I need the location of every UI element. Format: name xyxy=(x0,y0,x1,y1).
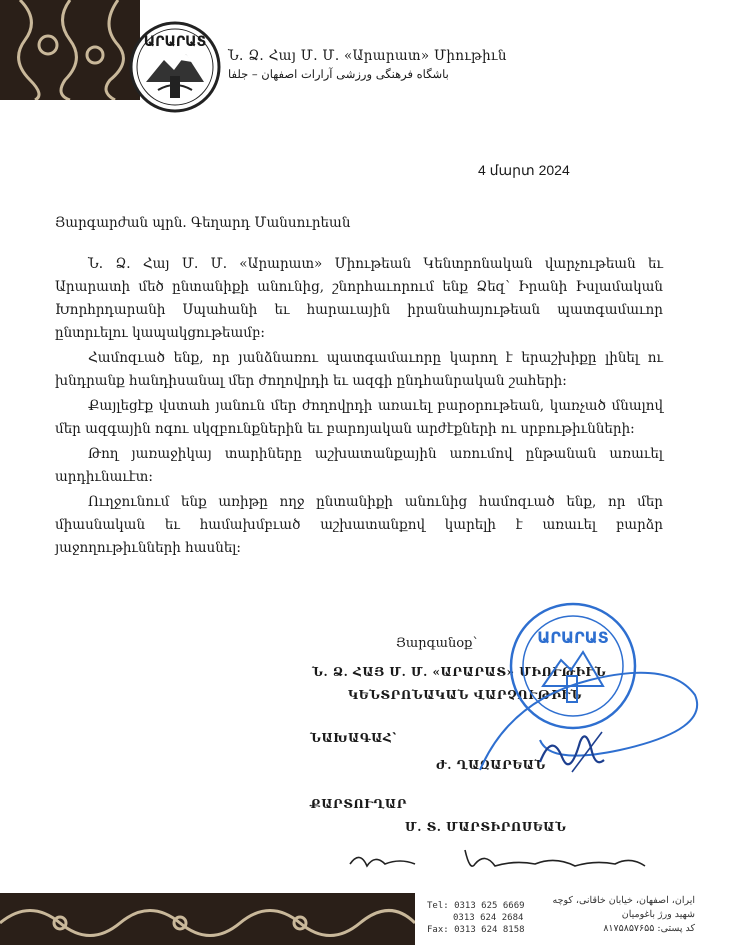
secretary-signature xyxy=(345,842,665,882)
footer-address-block xyxy=(545,894,695,936)
letter-date: 4 մարտ 2024 xyxy=(478,162,570,178)
footer-postal-code: کد پستی: ۸۱۷۵۸۵۷۶۵۵ xyxy=(603,923,695,934)
letter-body xyxy=(55,253,663,562)
footer-fax: Fax: 0313 624 8158 xyxy=(427,925,525,935)
stamp-text: ԱՐԱՐԱՏ xyxy=(537,628,609,647)
org-name-armenian: Ն. Ձ. Հայ Մ. Մ. «Արարատ» Միութիւն xyxy=(228,48,507,64)
paragraph: Թող յառաջիկայ տարիները աշխատանքային առումով ընթանան առաւել արդիւնաւէտ: xyxy=(55,446,663,485)
footer-phone-block xyxy=(427,900,525,936)
paragraph: Համոզւած ենք, որ յանձնառու պատգամաւորը կարող է երաշխիքը լինել ու խնդրանք հանդիսանալ մեր ժողովրդի եւ ազգի ընդհանրական շահերի: xyxy=(55,350,663,389)
paragraph: Քայլեցէք վստահ յանուն մեր ժողովրդի առաւել բարօրութեան, կառչած մնալով մեր ազգային ոգու սկզբունքներին եւ բարոյական արժէքների ու սրբութիւնների: xyxy=(55,398,663,437)
footer-address: ایران، اصفهان، خیابان خاقانی، کوچه شهید ورژ باغومیان xyxy=(552,895,695,920)
org-name-persian: باشگاه فرهنگی ورزشی آرارات اصفهان – جلفا xyxy=(228,67,449,81)
footer-tel-2: 0313 624 2684 xyxy=(453,913,524,923)
chair-name: Ժ. ՂԱԶԱՐԵԱՆ xyxy=(436,758,546,772)
chair-title: ՆԱԽԱԳԱՀ՝ xyxy=(310,731,397,745)
secretary-title: ՔԱՐՏՈՒՂԱՐ xyxy=(310,797,407,811)
closing-org-line2: ԿԵՆՏՐՈՆԱԿԱՆ ՎԱՐՉՈՒԹԻՒՆ xyxy=(348,688,582,702)
bottom-ornament xyxy=(0,893,415,945)
closing-org-line1: Ն. Ձ. ՀԱՅ Մ. Մ. «ԱՐԱՐԱՏ» ՄԻՈՒԹԻՒՆ xyxy=(312,665,607,679)
paragraph: Ուղջունում ենք առիթը ողջ ընտանիքի անունից համոզւած ենք, որ մեր միասնական եւ համախմբւած աշխատանքով կարելի է առաւել բարձր յաջողութիւնների հասնել: xyxy=(55,494,663,556)
paragraph: Ն. Ձ. Հայ Մ. Մ. «Արարատ» Միութեան Կենտրոնական վարչութեան եւ Արարատի մեծ ընտանիքի անունից, շնորհաւորում ենք Ձեզ՝ Իրանի Իսլամական Խորհրդարանի Սպահանի եւ հարաւային իրանահայութեան պատգամաւոր ընտրւելու կապակցութեամբ: xyxy=(55,256,663,341)
footer-tel: Tel: 0313 625 6669 xyxy=(427,901,525,911)
secretary-name: Մ. Տ. ՄԱՐՏԻՐՈՍԵԱՆ xyxy=(405,820,567,834)
top-ornament xyxy=(0,0,140,100)
closing-regards: Յարգանօք՝ xyxy=(396,636,478,651)
logo-text: ԱՐԱՐԱՏ xyxy=(143,34,207,50)
ararat-logo xyxy=(128,20,222,114)
salutation: Յարգարժան պրն. Գեղարդ Մանսուրեան xyxy=(55,215,351,231)
chair-signature xyxy=(532,722,612,786)
